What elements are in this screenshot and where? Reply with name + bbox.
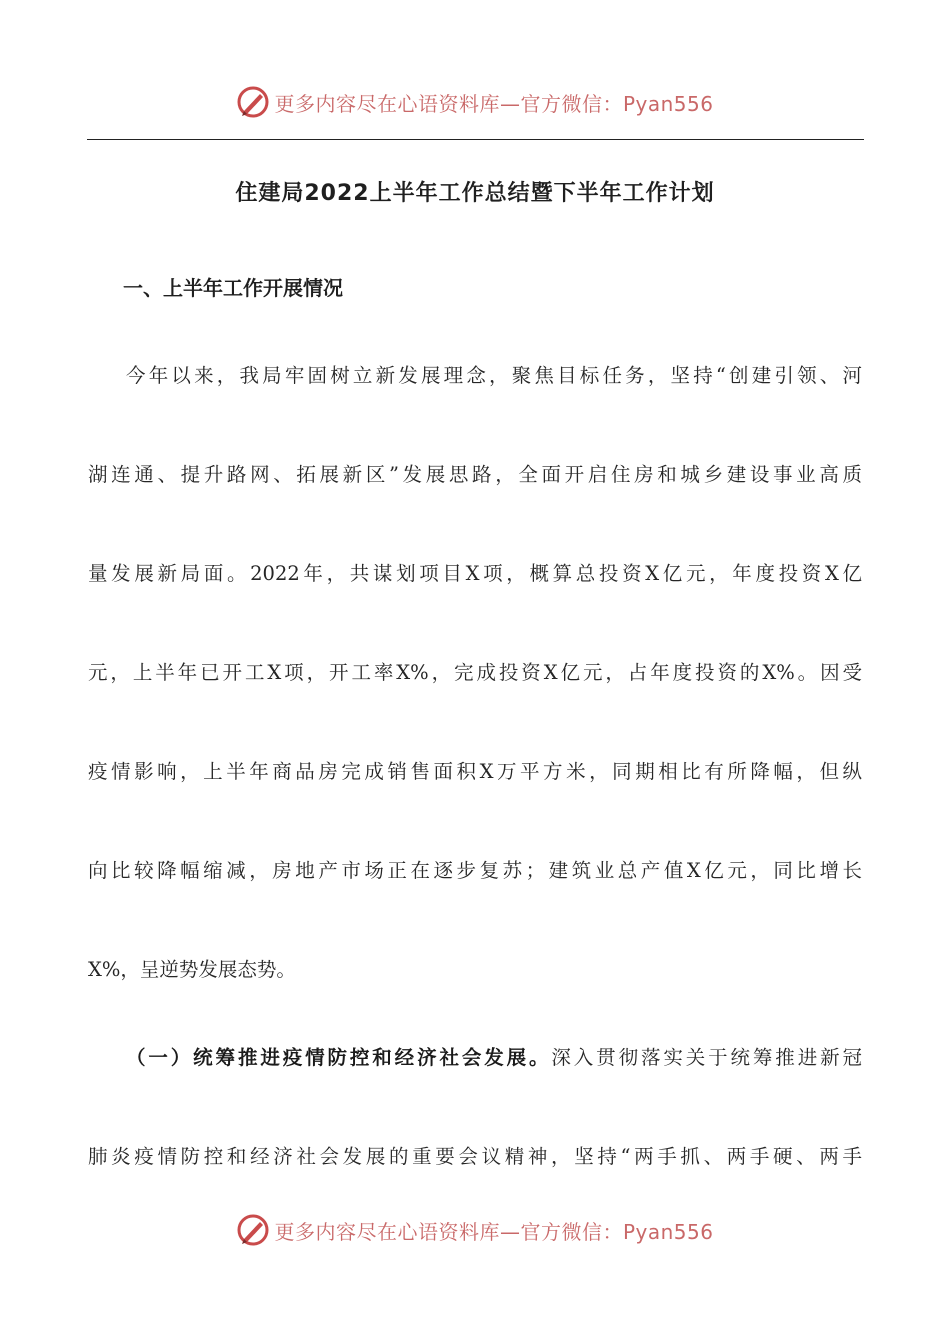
subsection-heading: （一）统筹推进疫情防控和经济社会发展。	[126, 1046, 552, 1069]
header-divider	[87, 139, 864, 140]
paragraph-line: 肺炎疫情防控和经济社会发展的重要会议精神，坚持“两手抓、两手硬、两手	[88, 1145, 862, 1168]
paragraph-line: 今年以来，我局牢固树立新发展理念，聚焦目标任务，坚持“创建引领、河	[126, 364, 862, 387]
pen-logo-icon	[236, 1213, 270, 1247]
paragraph-line: 疫情影响，上半年商品房完成销售面积X万平方米，同期相比有所降幅，但纵	[88, 760, 862, 783]
document-title: 住建局2022上半年工作总结暨下半年工作计划	[235, 181, 715, 206]
footer-banner	[0, 1208, 950, 1252]
banner-text: 更多内容尽在心语资料库—官方微信：Pyan556	[274, 91, 714, 116]
banner-text: 更多内容尽在心语资料库—官方微信：Pyan556	[274, 1219, 714, 1244]
paragraph-line: 量发展新局面。2022年，共谋划项目X项，概算总投资X亿元，年度投资X亿	[88, 562, 862, 585]
paragraph-line: 湖连通、提升路网、拓展新区”发展思路，全面开启住房和城乡建设事业高质	[88, 463, 862, 486]
header-banner	[0, 80, 950, 124]
subsection-text: 深入贯彻落实关于统筹推进新冠	[551, 1046, 862, 1069]
paragraph-line: 元，上半年已开工X项，开工率X%，完成投资X亿元，占年度投资的X%。因受	[88, 661, 862, 684]
pen-logo-icon	[236, 85, 270, 119]
subsection-line	[126, 1042, 862, 1074]
section-heading: 一、上半年工作开展情况	[123, 276, 343, 300]
paragraph-line: 向比较降幅缩减，房地产市场正在逐步复苏；建筑业总产值X亿元，同比增长	[88, 859, 862, 882]
paragraph-line: X%，呈逆势发展态势。	[88, 958, 296, 981]
